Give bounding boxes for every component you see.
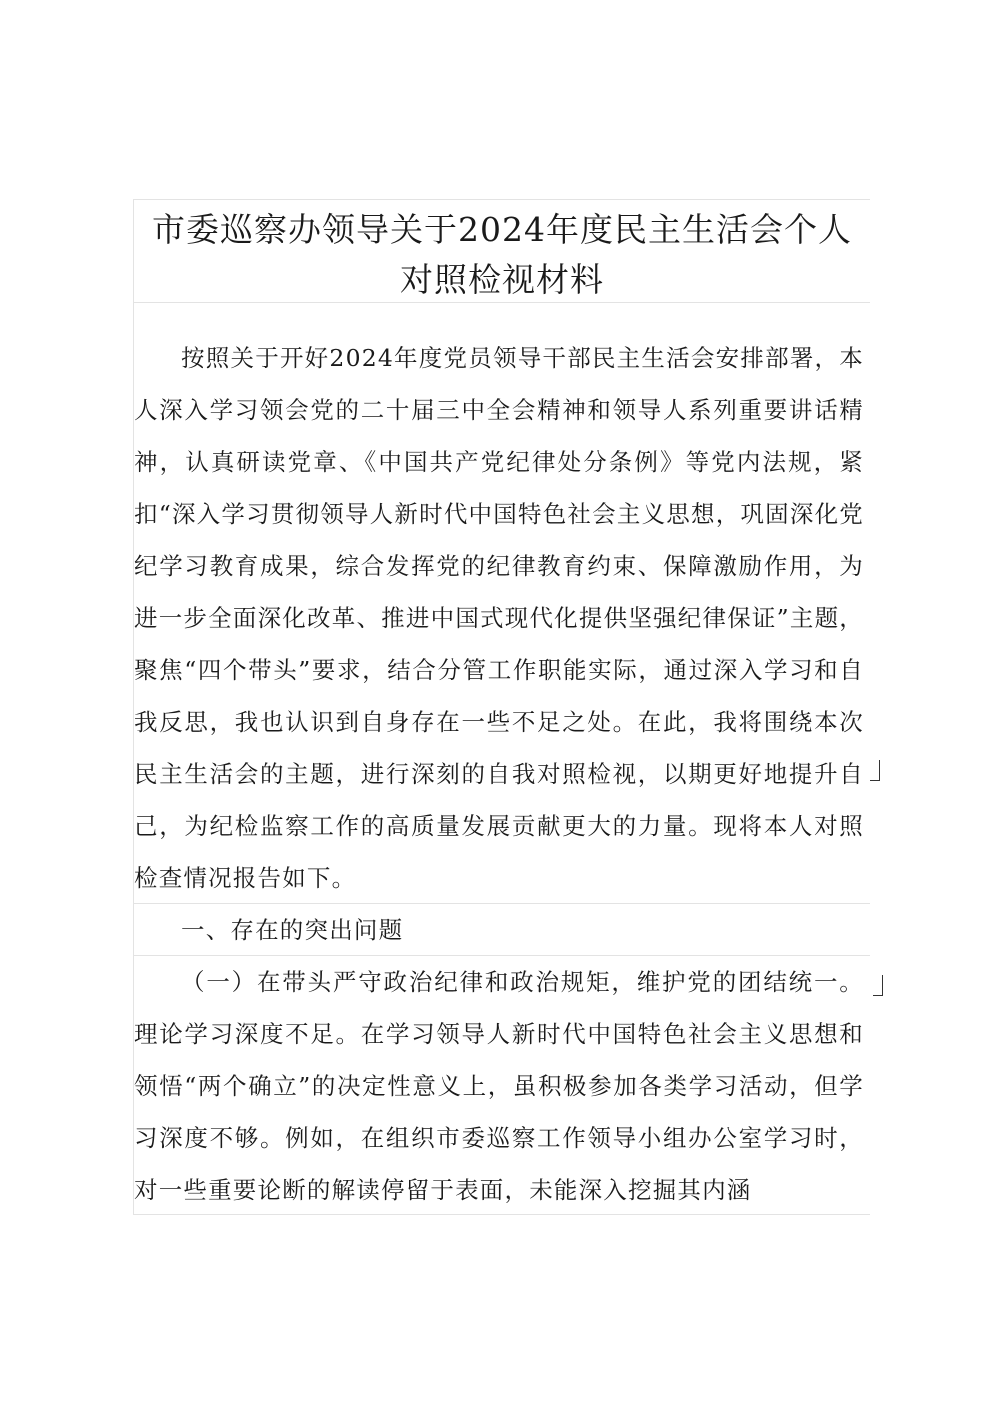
intro-paragraph: 按照关于开好2024年度党员领导干部民主生活会安排部署，本人深入学习领会党的二十届三中全会精神和领导人系列重要讲话精神，认真研读党章、《中国共产党纪律处分条例》等党内法规，紧扣“深入学习贯彻领导人新时代中国特色社会主义思想，巩固深化党纪学习教育成果，综合发挥党的纪律教育约束、保障激励作用，为进一步全面深化改革、推进中国式现代化提供坚强纪律保证”主题，聚焦“四个带头”要求，结合分管工作职能实际，通过深入学习和自我反思，我也认识到自身存在一些不足之处。在此，我将围绕本次民主生活会的主题，进行深刻的自我对照检视，以期更好地提升自己，为纪检监察工作的高质量发展贡献更大的力量。现将本人对照检查情况报告如下。 <box>134 344 864 892</box>
subsection-paragraph-block <box>134 956 864 1216</box>
corner-mark-1 <box>870 760 880 781</box>
document-title <box>134 200 870 302</box>
intro-paragraph-block <box>134 332 864 904</box>
subsection-paragraph: （一）在带头严守政治纪律和政治规矩，维护党的团结统一。理论学习深度不足。在学习领导人新时代中国特色社会主义思想和领悟“两个确立”的决定性意义上，虽积极参加各类学习活动，但学习深度不够。例如，在组织市委巡察工作领导小组办公室学习时，对一些重要论断的解读停留于表面，未能深入挖掘其内涵 <box>134 968 864 1204</box>
section-heading-block <box>134 904 864 956</box>
section-heading: 一、存在的突出问题 <box>181 916 404 944</box>
title-line-2: 对照检视材料 <box>400 260 604 299</box>
title-line-1: 市委巡察办领导关于2024年度民主生活会个人 <box>152 210 852 249</box>
corner-mark-2 <box>873 975 883 996</box>
